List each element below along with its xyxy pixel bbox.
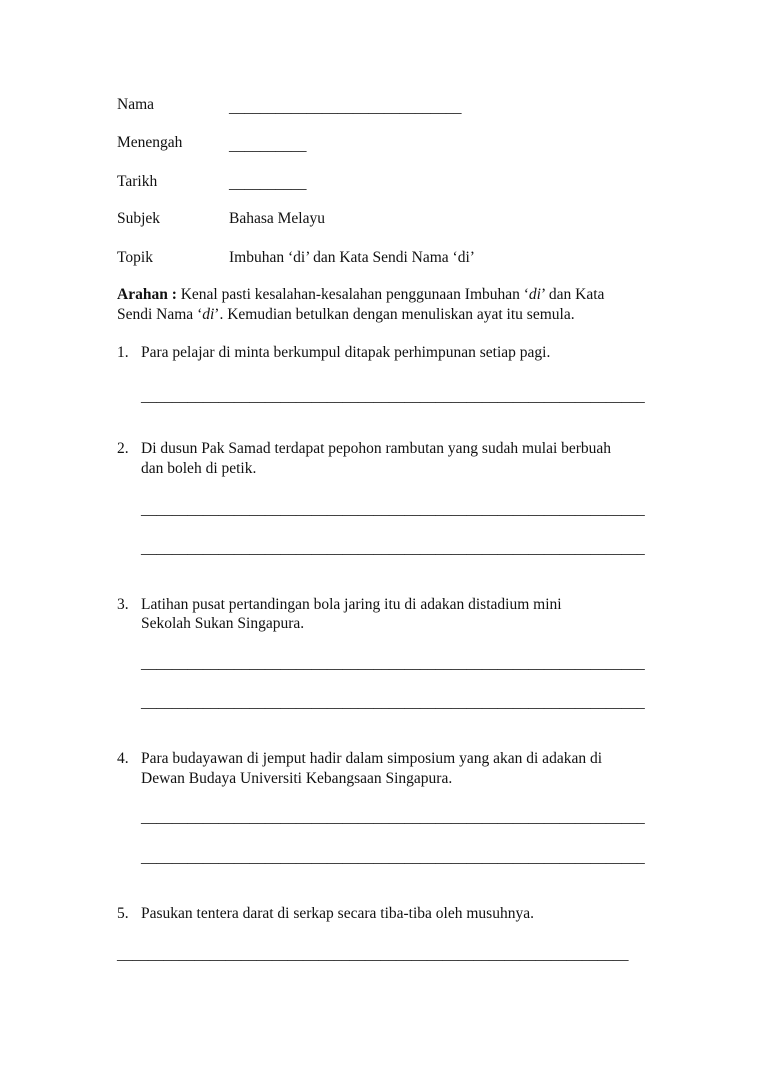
question-text: Pasukan tentera darat di serkap secara tiba-tiba oleh musuhnya. [141, 905, 534, 922]
answer-line[interactable]: __________________________________________________________________ [117, 946, 629, 963]
instructions-text: Sendi Nama ‘ [117, 306, 203, 323]
question-text: Para budayawan di jemput hadir dalam simposium yang akan di adakan di [141, 750, 603, 767]
nama-label: Nama [117, 96, 155, 113]
answer-line[interactable]: _________________________________________________________________ [141, 388, 645, 405]
topik-label: Topik [117, 249, 153, 266]
answer-line[interactable]: _________________________________________________________________ [141, 694, 645, 711]
tarikh-field[interactable]: __________ [229, 175, 307, 192]
subjek-label: Subjek [117, 210, 161, 227]
answer-line[interactable]: _________________________________________________________________ [141, 540, 645, 557]
question-text: dan boleh di petik. [141, 460, 257, 477]
question-text: Latihan pusat pertandingan bola jaring itu di adakan distadium mini [141, 596, 562, 613]
instructions-label: Arahan : [117, 286, 177, 303]
instructions-text: ’. Kemudian betulkan dengan menuliskan ayat itu semula. [214, 306, 575, 323]
instructions-text: Kenal pasti kesalahan-kesalahan penggunaan Imbuhan ‘ [180, 286, 529, 303]
question-text: Sekolah Sukan Singapura. [141, 615, 305, 632]
instructions-emphasis: di [528, 286, 541, 303]
question-number: 3. [117, 596, 129, 613]
answer-line[interactable]: _________________________________________________________________ [141, 655, 645, 672]
question-number: 1. [117, 344, 129, 361]
menengah-field[interactable]: __________ [229, 137, 307, 154]
instructions-line-2 [117, 305, 575, 325]
answer-line[interactable]: _________________________________________________________________ [141, 809, 645, 826]
topik-value: Imbuhan ‘di’ dan Kata Sendi Nama ‘di’ [229, 249, 475, 266]
instructions-line-1 [117, 285, 604, 305]
tarikh-label: Tarikh [117, 173, 158, 190]
question-number: 2. [117, 440, 129, 457]
question-number: 5. [117, 905, 129, 922]
answer-line[interactable]: _________________________________________________________________ [141, 501, 645, 518]
subjek-value: Bahasa Melayu [229, 210, 325, 227]
question-text: Para pelajar di minta berkumpul ditapak perhimpunan setiap pagi. [141, 344, 551, 361]
question-text: Dewan Budaya Universiti Kebangsaan Singapura. [141, 770, 453, 787]
menengah-label: Menengah [117, 134, 183, 151]
answer-line[interactable]: _________________________________________________________________ [141, 849, 645, 866]
instructions-emphasis: di [202, 306, 215, 323]
nama-field[interactable]: ______________________________ [229, 99, 462, 116]
question-number: 4. [117, 750, 129, 767]
question-text: Di dusun Pak Samad terdapat pepohon rambutan yang sudah mulai berbuah [141, 440, 612, 457]
instructions-text: ’ dan Kata [540, 286, 605, 303]
